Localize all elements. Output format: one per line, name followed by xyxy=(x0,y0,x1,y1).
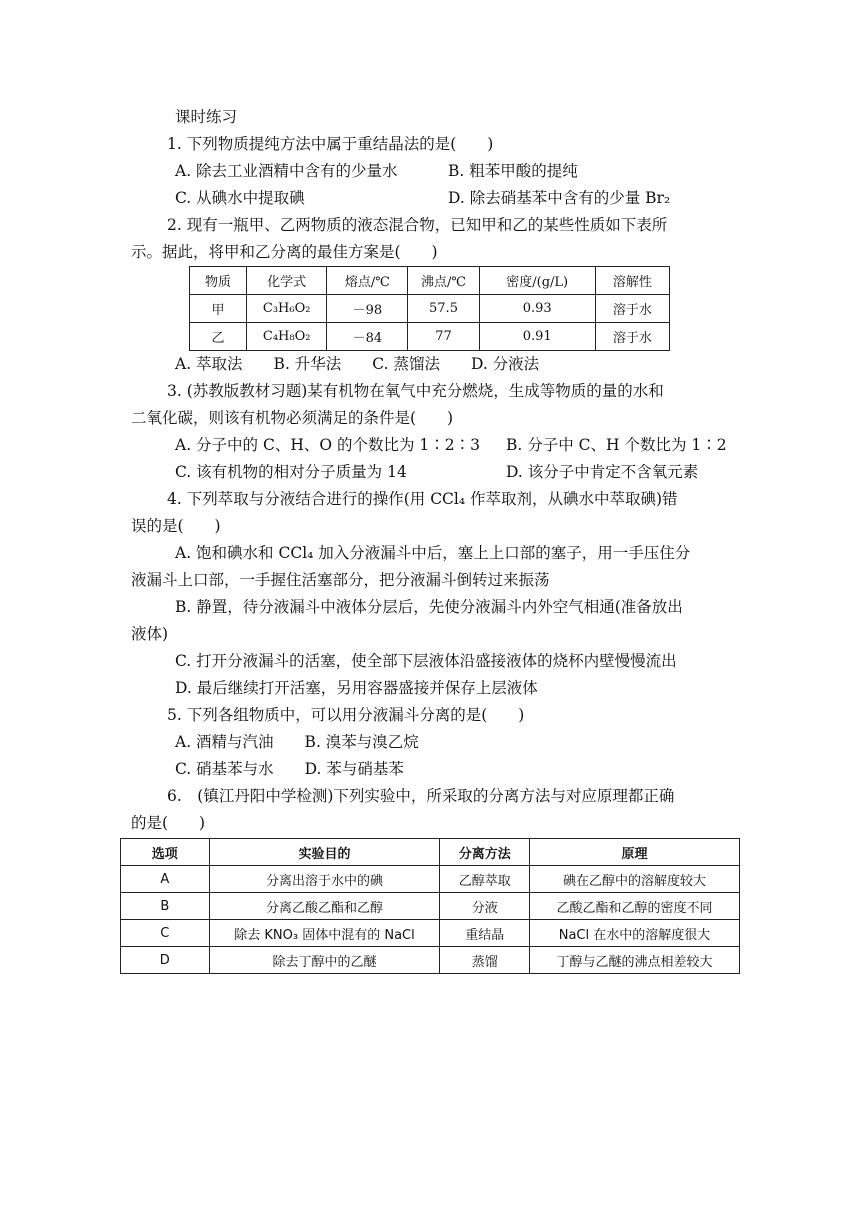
q4-option-d: D. 最后继续打开活塞，另用容器盛接并保存上层液体 xyxy=(175,679,538,697)
table-cell: B xyxy=(121,893,210,920)
q3-stem-line2: 二氧化碳，则该有机物必须满足的条件是( ) xyxy=(131,409,454,427)
table-cell: 分离乙酸乙酯和乙醇 xyxy=(209,893,440,920)
table-cell: 溶于水 xyxy=(595,323,669,351)
table-row xyxy=(121,893,740,920)
table-header-row xyxy=(121,839,740,866)
table-row xyxy=(121,920,740,947)
q3-option-b: B. 分子中 C、H 个数比为 1∶2 xyxy=(506,436,727,454)
q2-stem-line1: 2. 现有一瓶甲、乙两物质的液态混合物，已知甲和乙的某些性质如下表所 xyxy=(167,216,668,234)
table-row xyxy=(190,295,670,323)
table-header-cell: 熔点/℃ xyxy=(327,267,408,295)
q1-stem: 1. 下列物质提纯方法中属于重结晶法的是( ) xyxy=(167,135,494,153)
table-cell: 77 xyxy=(408,323,479,351)
q3-option-c: C. 该有机物的相对分子质量为 14 xyxy=(175,463,407,481)
table-cell: 乙醇萃取 xyxy=(440,866,530,893)
table-header-cell: 分离方法 xyxy=(440,839,530,866)
table-header-cell: 沸点/℃ xyxy=(408,267,479,295)
table-cell: 蒸馏 xyxy=(440,947,530,974)
q2-properties-table xyxy=(189,266,670,351)
q1-option-d: D. 除去硝基苯中含有的少量 Br₂ xyxy=(448,189,671,207)
table-cell: 分离出溶于水中的碘 xyxy=(209,866,440,893)
q1-option-b: B. 粗苯甲酸的提纯 xyxy=(448,162,578,180)
table-cell: 碘在乙醇中的溶解度较大 xyxy=(530,866,740,893)
table-cell: C₄H₈O₂ xyxy=(247,323,327,351)
q2-options: A. 萃取法 B. 升华法 C. 蒸馏法 D. 分液法 xyxy=(175,355,540,373)
table-header-row xyxy=(190,267,670,295)
table-cell: C xyxy=(121,920,210,947)
table-header-cell: 原理 xyxy=(530,839,740,866)
table-row xyxy=(121,947,740,974)
table-cell: 除去 KNO₃ 固体中混有的 NaCl xyxy=(209,920,440,947)
table-header-cell: 选项 xyxy=(121,839,210,866)
q5-stem: 5. 下列各组物质中，可以用分液漏斗分离的是( ) xyxy=(167,706,525,724)
q6-stem-line1: 6. (镇江丹阳中学检测)下列实验中，所采取的分离方法与对应原理都正确 xyxy=(167,787,675,805)
q1-option-a: A. 除去工业酒精中含有的少量水 xyxy=(175,162,398,180)
q4-stem-line2: 误的是( ) xyxy=(131,517,221,535)
q6-separation-table xyxy=(120,838,740,974)
table-cell: 57.5 xyxy=(408,295,479,323)
table-cell: 分液 xyxy=(440,893,530,920)
table-cell: D xyxy=(121,947,210,974)
table-cell: 0.91 xyxy=(479,323,595,351)
table-cell: C₃H₆O₂ xyxy=(247,295,327,323)
q4-stem-line1: 4. 下列萃取与分液结合进行的操作(用 CCl₄ 作萃取剂，从碘水中萃取碘)错 xyxy=(167,490,678,508)
table-row xyxy=(190,323,670,351)
table-cell: 甲 xyxy=(190,295,247,323)
table-header-cell: 物质 xyxy=(190,267,247,295)
table-cell: 除去丁醇中的乙醚 xyxy=(209,947,440,974)
q3-stem-line1: 3. (苏教版教材习题)某有机物在氧气中充分燃烧，生成等物质的量的水和 xyxy=(167,382,664,400)
q2-stem-line2: 示。据此，将甲和乙分离的最佳方案是( ) xyxy=(131,243,438,261)
q3-option-d: D. 该分子中肯定不含氧元素 xyxy=(506,463,699,481)
table-cell: 乙 xyxy=(190,323,247,351)
table-header-cell: 溶解性 xyxy=(595,267,669,295)
q4-option-b-line2: 液体) xyxy=(131,625,169,643)
table-cell: NaCl 在水中的溶解度很大 xyxy=(530,920,740,947)
table-cell: －84 xyxy=(327,323,408,351)
table-header-cell: 化学式 xyxy=(247,267,327,295)
q4-option-c: C. 打开分液漏斗的活塞，使全部下层液体沿盛接液体的烧杯内壁慢慢流出 xyxy=(175,652,677,670)
table-row xyxy=(121,866,740,893)
q4-option-a-line2: 液漏斗上口部，一手握住活塞部分，把分液漏斗倒转过来振荡 xyxy=(131,571,550,589)
q5-options-cd: C. 硝基苯与水 D. 苯与硝基苯 xyxy=(175,760,404,778)
table-cell: A xyxy=(121,866,210,893)
q6-stem-line2: 的是( ) xyxy=(131,814,206,832)
table-cell: 0.93 xyxy=(479,295,595,323)
table-cell: －98 xyxy=(327,295,408,323)
q5-options-ab: A. 酒精与汽油 B. 溴苯与溴乙烷 xyxy=(175,733,419,751)
q3-option-a: A. 分子中的 C、H、O 的个数比为 1∶2∶3 xyxy=(175,436,480,454)
table-cell: 丁醇与乙醚的沸点相差较大 xyxy=(530,947,740,974)
table-header-cell: 实验目的 xyxy=(209,839,440,866)
q1-option-c: C. 从碘水中提取碘 xyxy=(175,189,305,207)
table-cell: 溶于水 xyxy=(595,295,669,323)
table-cell: 重结晶 xyxy=(440,920,530,947)
table-header-cell: 密度/(g/L) xyxy=(479,267,595,295)
table-cell: 乙酸乙酯和乙醇的密度不同 xyxy=(530,893,740,920)
q4-option-b-line1: B. 静置，待分液漏斗中液体分层后，先使分液漏斗内外空气相通(准备放出 xyxy=(175,598,683,616)
q4-option-a-line1: A. 饱和碘水和 CCl₄ 加入分液漏斗中后，塞上上口部的塞子，用一手压住分 xyxy=(175,544,691,562)
section-heading: 课时练习 xyxy=(175,108,238,126)
